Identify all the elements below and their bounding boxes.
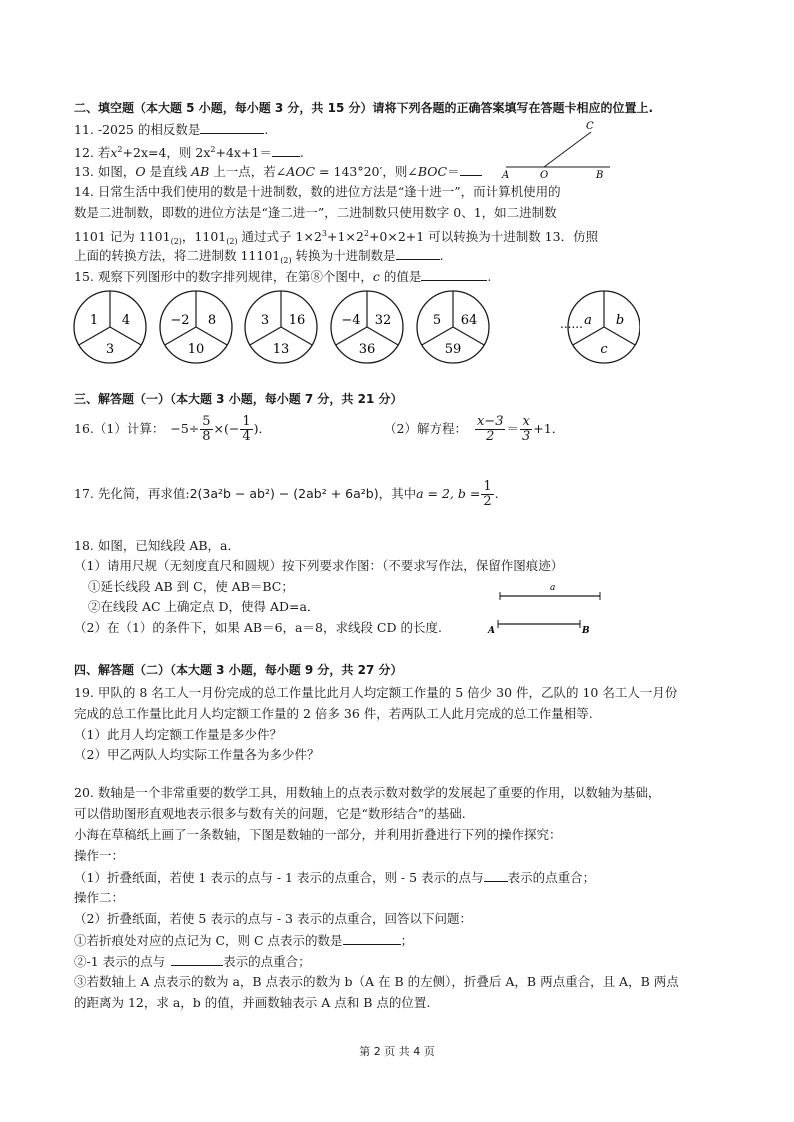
fraction-5-8: $\frac{5}{8}$ [202,413,211,444]
question-20-line-7: （2）折叠纸面，若使 5 表示的点与 - 3 表示的点重合，回答以下问题： [74,911,472,926]
label-point-b: B [582,626,590,636]
answer-blank-13 [460,163,482,176]
top-right-value: b [615,313,625,328]
question-18-line-4: ②在线段 AC 上确定点 D，使得 AD=a． [88,599,320,614]
top-right-value: 64 [460,313,478,328]
question-15: 15. 观察下列图形中的数字排列规律，在第⑧个图中，c 的值是 . [74,269,492,284]
section-4-title: 四、解答题（二）（本大题 3 小题，每小题 9 分，共 27 分） [74,663,403,677]
pattern-circle-2 [160,291,232,363]
top-right-value: 4 [121,313,131,328]
label-a: A [502,170,510,180]
fraction-x-over-3: $\frac{x}{3}$ [521,413,531,444]
question-19-line-4: （2）甲乙两队人均实际工作量各为多少件？ [74,747,320,762]
label-point-a: A [488,626,495,636]
circle-divider [604,327,635,345]
ellipsis: ...... [560,317,583,331]
angle-figure [498,118,618,180]
answer-blank-14 [396,247,440,260]
question-13: 13. 如图，O 是直线 AB 上一点，若∠AOC = 143°20′，则∠BOC＝ [74,163,482,180]
question-17: 17. 先化简，再求值: 2(3a²b − ab²) − (2ab² + 6a²b) ，其中 a = 2, b = $\frac{1}{2}$ . [74,478,499,509]
question-20-line-4: 操作一： [74,848,125,863]
question-20-line-1: 20. 数轴是一个非常重要的数学工具，用数轴上的点表示数对数学的发展起了重要的作用，以数轴为基础， [74,785,661,800]
label-a-segment: a [550,583,556,593]
question-14-line-1: 14. 日常生活中我们使用的数是十进制数，数的进位方法是“逢十进一”，而计算机使用的 [74,184,561,199]
question-20-line-10: ③若数轴上 A 点表示的数为 a，B 点表示的数为 b（A 在 B 的左侧），折叠后 A，B 两点重合，且 A，B 两点 [74,974,679,989]
top-left-value: −4 [341,313,361,328]
question-20-line-6: 操作二： [74,890,125,905]
section-2-title: 二、填空题（本大题 5 小题，每小题 3 分，共 15 分）请将下列各题的正确答案填写在答题卡相应的位置上. [74,101,654,115]
question-12: 12. 若$x^2+2x=4$，则 $2x^2+4x+1=$ . [74,145,304,160]
answer-blank-11 [200,121,264,134]
label-b: B [596,170,604,180]
top-right-value: 16 [288,313,306,328]
answer-blank-15 [421,268,487,281]
fraction-1-4: $\frac{1}{4}$ [242,413,251,444]
page-footer: 第 2 页 共 4 页 [359,1045,435,1058]
question-19-line-3: （1）此月人均定额工作量是多少件？ [74,727,282,742]
question-14-line-4: 上面的转换方法，将二进制数 $11101_{(2)}$ 转换为十进制数是 . [74,248,444,265]
fraction-x-minus-3-over-2: $\frac{x-3}{2}$ [476,413,504,444]
question-19-line-1: 19. 甲队的 8 名工人一月份完成的总工作量比此月人均定额工作量的 5 倍少 30 件，乙队的 10 名工人一月份 [74,685,678,700]
pattern-circle-4 [331,291,403,363]
pattern-circle-3 [245,291,317,363]
top-right-value: 8 [207,313,217,328]
question-18-line-2: （1）请用尺规（无刻度直尺和圆规）按下列要求作图：（不要求写作法，保留作图痕迹） [74,558,564,573]
segment-figure [486,578,606,636]
pattern-circle-1 [74,291,146,363]
question-18-line-5: （2）在（1）的条件下，如果 AB＝6，a＝8，求线段 CD 的长度. [74,620,442,635]
question-11: 11. -2025 的相反数是 . [74,122,269,137]
bottom-value: 10 [187,342,205,357]
bottom-value: 3 [105,342,115,357]
label-c: C [586,121,594,132]
label-o: O [540,170,549,180]
question-16-part-2: （2）解方程： $\frac{x-3}{2}$ ＝ $\frac{x}{3}$ +1． [384,413,565,444]
bottom-value: 36 [358,342,376,357]
question-20-line-2: 可以借助图形直观地表示很多与数有关的问题，它是“数形结合”的基础. [74,806,466,821]
bottom-value: 13 [272,342,290,357]
pattern-circle-5 [417,291,489,363]
question-14-line-2: 数是二进制数，即数的进位方法是“逢二进一”，二进制数只使用数字 0、1，如二进制数 [74,205,557,220]
question-20-line-11: 的距离为 12，求 a，b 的值，并画数轴表示 A 点和 B 点的位置. [74,995,431,1010]
answer-blank-20-2 [343,932,401,945]
circle-divider [110,327,141,345]
question-20-line-5: （1）折叠纸面，若使 1 表示的点与 - 1 表示的点重合，则 - 5 表示的点与 表示的点重合； [74,870,596,885]
question-19-line-2: 完成的总工作量比此月人均定额工作量的 2 倍多 36 件，若两队工人此月完成的总工作量相等. [74,706,593,721]
top-left-value: 1 [89,313,99,328]
top-left-value: 5 [432,313,442,328]
question-14-line-3: 1101 记为 $1101_{(2)}$，$1101_{(2)}$ 通过式子 $1\times 2^3+1\times 2^2+0\times 2+1$ 可以转换为十进制数 13．仿照 [74,229,599,246]
question-16-part-1: 16.（1）计算： −5÷ $\frac{5}{8}$ ×(− $\frac{1}{4}$ )． [74,413,272,444]
top-left-value: 3 [260,313,270,328]
section-3-title: 三、解答题（一）（本大题 3 小题，每小题 7 分，共 21 分） [74,392,403,406]
answer-blank-20-1 [484,869,508,882]
question-18-line-1: 18. 如图，已知线段 AB，a． [74,538,240,553]
top-left-value: a [584,313,592,328]
bottom-value: 59 [444,342,462,357]
circle-pattern [60,282,640,370]
ray-oc [544,132,591,167]
question-20-line-3: 小海在草稿纸上画了一条数轴，下图是数轴的一部分，并利用折叠进行下列的操作探究： [74,827,562,842]
question-20-line-9: ②-1 表示的点与 表示的点重合； [74,954,311,969]
answer-blank-20-3 [171,953,223,966]
answer-blank-12 [272,144,300,157]
top-left-value: −2 [170,313,190,328]
question-20-line-8: ①若折痕处对应的点记为 C，则 C 点表示的数是 ； [74,933,414,948]
bottom-value: c [600,342,608,357]
question-18-line-3: ①延长线段 AB 到 C，使 AB＝BC； [88,579,294,594]
fraction-1-2: $\frac{1}{2}$ [483,478,492,509]
top-right-value: 32 [374,313,392,328]
